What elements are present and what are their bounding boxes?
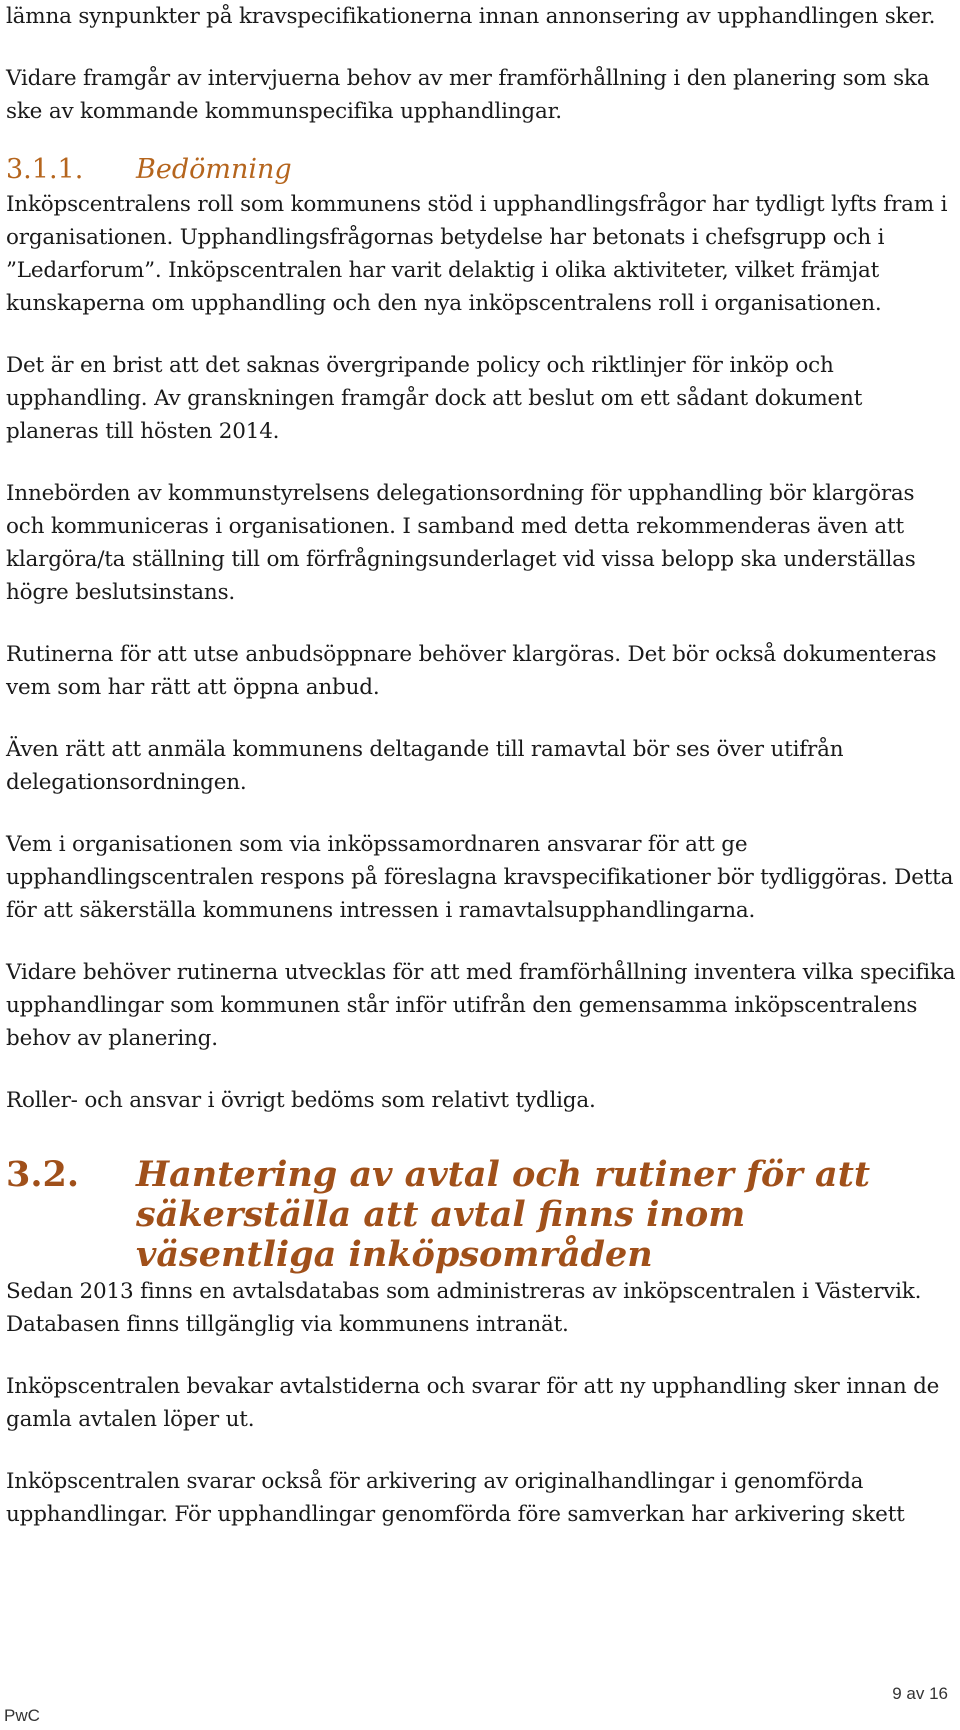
section-number: 3.2. [6, 1154, 80, 1195]
paragraph: lämna synpunkter på kravspecifikationerna innan annonsering av upphandlingen sker. [6, 4, 936, 29]
subsection-heading [6, 152, 956, 188]
section-title: Hantering av avtal och rutiner för att säkerställa att avtal finns inom väsentliga inköpsområden [136, 1154, 871, 1275]
paragraph: Även rätt att anmäla kommunens deltagande till ramavtal bör ses över utifrån delegationsordningen. [6, 737, 844, 795]
paragraph: Roller- och ansvar i övrigt bedöms som relativt tydliga. [6, 1088, 596, 1113]
paragraph: Inköpscentralen bevakar avtalstiderna och svarar för att ny upphandling sker innan de gamla avtalen löper ut. [6, 1374, 940, 1432]
section-heading [6, 1155, 956, 1275]
page-content [6, 0, 956, 1531]
paragraph: Vidare framgår av intervjuerna behov av mer framförhållning i den planering som ska ske av kommande kommunspecifika upphandlingar. [6, 66, 930, 124]
paragraph: Det är en brist att det saknas övergripande policy och riktlinjer för inköp och upphandling. Av granskningen framgår dock att beslut om ett sådant dokument planeras till hösten 2014. [6, 353, 863, 444]
paragraph: Vidare behöver rutinerna utvecklas för att med framförhållning inventera vilka specifika upphandlingar som kommunen står inför utifrån den gemensamma inköpscentralens behov av planering. [6, 960, 956, 1051]
paragraph: Vem i organisationen som via inköpssamordnaren ansvarar för att ge upphandlingscentralen respons på föreslagna kravspecifikationer bör tydliggöras. Detta för att säkerställa kommunens intressen i ramavtalsupphandlingarna. [6, 832, 954, 923]
subsection-number: 3.1.1. [6, 154, 84, 185]
subsection-title: Bedömning [136, 154, 292, 185]
paragraph: Inköpscentralens roll som kommunens stöd i upphandlingsfrågor har tydligt lyfts fram i organisationen. Upphandlingsfrågornas betydelse har betonats i chefsgrupp och i ”Ledarforum”. Inköpscentralen har varit delaktig i olika aktiviteter, vilket främjat kunskaperna om upphandling och den nya inköpscentralens roll i organisationen. [6, 192, 948, 316]
paragraph: Rutinerna för att utse anbudsöppnare behöver klargöras. Det bör också dokumenteras vem som har rätt att öppna anbud. [6, 642, 937, 700]
paragraph: Sedan 2013 finns en avtalsdatabas som administreras av inköpscentralen i Västervik. Databasen finns tillgänglig via kommunens intranät. [6, 1279, 922, 1337]
footer-brand: PwC [4, 1706, 40, 1725]
paragraph: Innebörden av kommunstyrelsens delegationsordning för upphandling bör klargöras och kommuniceras i organisationen. I samband med detta rekommenderas även att klargöra/ta ställning till om förfrågningsunderlaget vid vissa belopp ska underställas högre beslutsinstans. [6, 481, 916, 605]
paragraph: Inköpscentralen svarar också för arkivering av originalhandlingar i genomförda upphandlingar. För upphandlingar genomförda före samverkan har arkivering skett [6, 1469, 905, 1527]
page-number: 9 av 16 [892, 1684, 948, 1703]
